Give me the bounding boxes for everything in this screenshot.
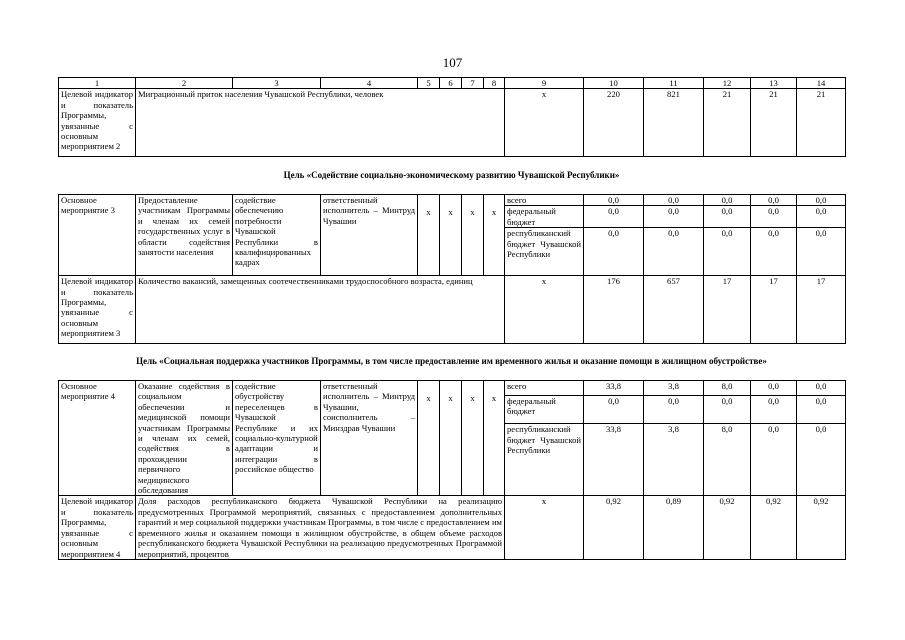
funding-value: 0,0 [584,228,644,276]
funding-value: 0,0 [751,228,797,276]
indicator-name: Доля расходов республиканского бюджета Чувашской Республики на реализацию предусмотренных Программой мероприятий, связанных с предоставлением дополнительных гарантий и мер социальной поддержки участникам Программы, в том числе с предоставлением им временного жилья и оказанием помощи в жилищном обустройстве, в общем объеме расходов республиканского бюджета Чувашской Республики на реализацию предусмотренных Программой мероприятий, процентов [136,496,505,559]
goal-heading: Цель «Содействие социально-экономическому развитию Чувашской Республики» [283,170,620,180]
col-header: 1 [59,78,136,89]
col-header: 5 [418,78,440,89]
activity-result: содействие обустройству переселенцев в Чувашской Республике и их социально-культурной адаптации и интеграции в российское общество [233,381,321,496]
col-header: 4 [321,78,418,89]
funding-value: 0,0 [751,395,797,424]
table-part-2 [58,194,846,344]
indicator-row [59,496,846,559]
activity-mark: х [484,195,505,276]
funding-value: 33,8 [584,424,644,496]
activity-mark: х [462,195,484,276]
indicator-value: 0,92 [751,496,797,559]
funding-value: 0,0 [644,195,704,206]
col-header: 12 [704,78,751,89]
funding-value: 0,0 [797,381,846,396]
indicator-value: 0,89 [644,496,704,559]
indicator-row [59,89,846,157]
col-header: 3 [233,78,321,89]
funding-value: 8,0 [704,381,751,396]
activity-mark: х [418,381,440,496]
funding-value: 0,0 [704,395,751,424]
funding-source: федеральный бюджет [505,206,584,228]
funding-value: 0,0 [704,195,751,206]
table-part-3 [58,380,846,560]
funding-value: 3,8 [644,424,704,496]
funding-value: 0,0 [751,195,797,206]
table-part-1 [58,77,846,157]
funding-value: 0,0 [797,395,846,424]
activity-name: Оказание содействия в социальном обеспечении и медицинской помощи участникам Программы и членам их семей, содействия в прохождении первичного медицинского обследования [136,381,233,496]
funding-value: 0,0 [797,195,846,206]
activity-mark: х [462,381,484,496]
indicator-label: Целевой индикатор и показатель Программы, увязанные с основным мероприятием 2 [59,89,136,157]
funding-source: всего [505,381,584,396]
indicator-value: 821 [644,89,704,157]
indicator-value: 0,92 [584,496,644,559]
indicator-col9: х [505,276,584,344]
col-header: 7 [462,78,484,89]
funding-source: республиканский бюджет Чувашской Республики [505,228,584,276]
indicator-value: 0,92 [704,496,751,559]
funding-value: 0,0 [797,206,846,228]
indicator-row [59,276,846,344]
activity-result: содействие обеспечению потребности Чувашской Республики в квалифицированных кадрах [233,195,321,276]
funding-value: 33,8 [584,381,644,396]
funding-value: 8,0 [704,424,751,496]
funding-value: 0,0 [751,381,797,396]
funding-value: 0,0 [644,206,704,228]
indicator-value: 0,92 [797,496,846,559]
activity-label: Основное мероприятие 4 [59,381,136,496]
indicator-label: Целевой индикатор и показатель Программы, увязанные с основным мероприятием 3 [59,276,136,344]
col-header: 2 [136,78,233,89]
funding-value: 3,8 [644,381,704,396]
indicator-value: 21 [704,89,751,157]
col-header: 14 [797,78,846,89]
goal-heading: Цель «Социальная поддержка участников Программы, в том числе предоставление им временного жилья и оказание помощи в жилищном обустройстве» [136,356,767,366]
col-header: 9 [505,78,584,89]
indicator-value: 21 [797,89,846,157]
funding-value: 0,0 [751,206,797,228]
activity-mark: х [418,195,440,276]
indicator-value: 176 [584,276,644,344]
funding-value: 0,0 [644,395,704,424]
funding-source: всего [505,195,584,206]
funding-source: республиканский бюджет Чувашской Республики [505,424,584,496]
activity-name: Предоставление участникам Программы и членам их семей государственных услуг в области содействия занятости населения [136,195,233,276]
indicator-col9: х [505,89,584,157]
activity-mark: х [440,195,462,276]
activity-mark: х [440,381,462,496]
funding-value: 0,0 [704,228,751,276]
indicator-label: Целевой индикатор и показатель Программы, увязанные с основным мероприятием 4 [59,496,136,559]
indicator-value: 17 [704,276,751,344]
column-number-row [59,78,846,89]
funding-value: 0,0 [584,195,644,206]
col-header: 6 [440,78,462,89]
indicator-value: 17 [751,276,797,344]
indicator-value: 657 [644,276,704,344]
indicator-value: 21 [751,89,797,157]
activity-mark: х [484,381,505,496]
page-number: 107 [442,55,463,70]
indicator-col9: х [505,496,584,559]
activity-executor: ответственный исполнитель – Минтруд Чувашии [321,195,418,276]
funding-value: 0,0 [797,424,846,496]
funding-source: федеральный бюджет [505,395,584,424]
indicator-name: Миграционный приток населения Чувашской Республики, человек [136,89,505,157]
funding-value: 0,0 [704,206,751,228]
col-header: 10 [584,78,644,89]
funding-value: 0,0 [584,395,644,424]
funding-value: 0,0 [751,424,797,496]
col-header: 8 [484,78,505,89]
funding-value: 0,0 [797,228,846,276]
activity-row [59,381,846,396]
indicator-value: 17 [797,276,846,344]
activity-row [59,195,846,206]
col-header: 13 [751,78,797,89]
activity-label: Основное мероприятие 3 [59,195,136,276]
col-header: 11 [644,78,704,89]
indicator-name: Количество вакансий, замещенных соотечественниками трудоспособного возраста, единиц [136,276,505,344]
indicator-value: 220 [584,89,644,157]
funding-value: 0,0 [644,228,704,276]
activity-executor: ответственный исполнитель – Минтруд Чувашии, соисполнитель – Минздрав Чувашии [321,381,418,496]
funding-value: 0,0 [584,206,644,228]
